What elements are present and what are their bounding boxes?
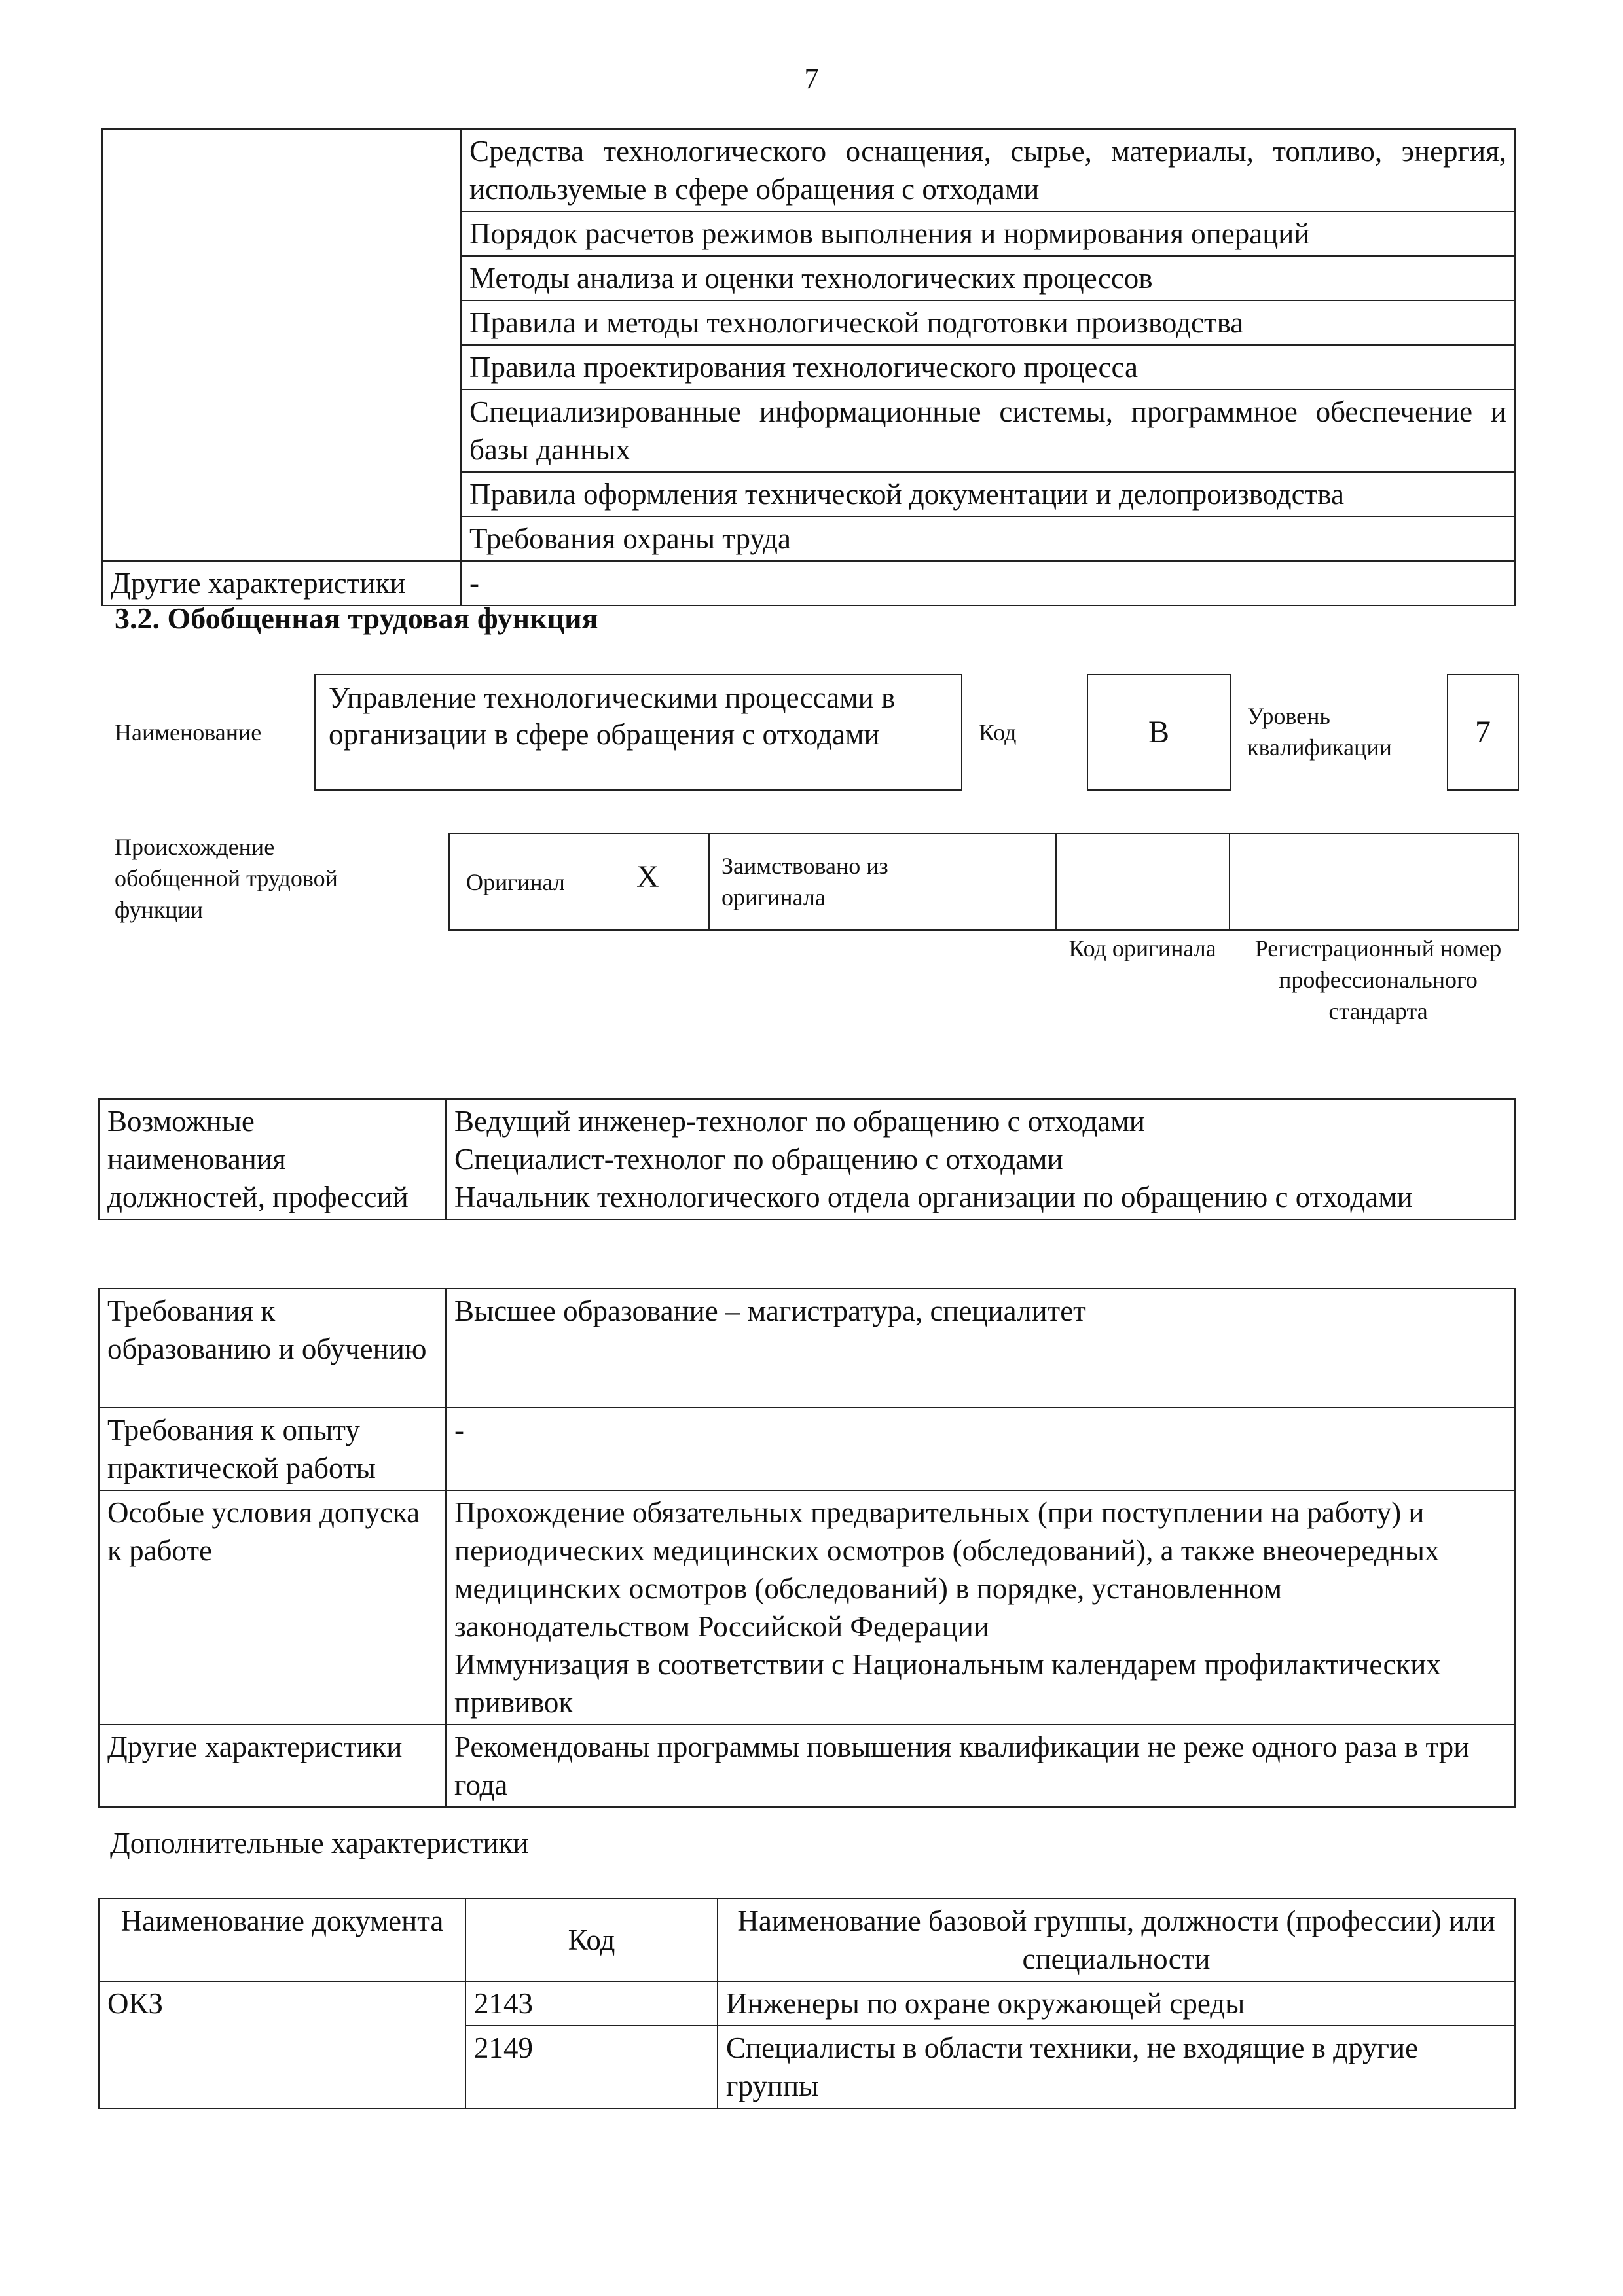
code-caption: Код оригинала — [1068, 935, 1216, 961]
name-cell: Инженеры по охране окружающей среды — [718, 1981, 1515, 2026]
knowledge-row: Правила проектирования технологического процесса — [461, 345, 1515, 389]
code-cell: 2143 — [465, 1981, 718, 2026]
code-value: B — [1148, 715, 1169, 749]
name-cell: Специалисты в области техники, не входящие в другие группы — [718, 2026, 1515, 2108]
section-heading: 3.2. Обобщенная трудовая функция — [115, 601, 598, 635]
requirement-value: Высшее образование – магистратура, специалитет — [446, 1289, 1515, 1408]
code-cell: 2149 — [465, 2026, 718, 2108]
requirements-table — [98, 1288, 1516, 1808]
header-doc: Наименование документа — [99, 1899, 465, 1981]
additional-table — [98, 1898, 1516, 2109]
knowledge-row: Правила оформления технической документации и делопроизводства — [461, 472, 1515, 516]
knowledge-row: Методы анализа и оценки технологических процессов — [461, 256, 1515, 300]
positions-table — [98, 1098, 1516, 1220]
requirement-value — [446, 1490, 1515, 1725]
positions-values — [446, 1099, 1515, 1219]
other-characteristics-value: - — [461, 561, 1515, 605]
position-item: Начальник технологического отдела организации по обращению с отходами — [454, 1181, 1413, 1213]
original-mark: X — [636, 859, 659, 894]
positions-label: Возможные наименования должностей, профессий — [99, 1099, 446, 1219]
additional-title: Дополнительные характеристики — [110, 1827, 529, 1859]
header-code: Код — [465, 1899, 718, 1981]
position-item: Специалист-технолог по обращению с отходами — [454, 1143, 1063, 1175]
requirement-value: - — [446, 1408, 1515, 1490]
doc-cell: ОКЗ — [99, 1981, 465, 2108]
other-characteristics-label: Другие характеристики — [102, 561, 461, 605]
knowledge-row: Средства технологического оснащения, сырье, материалы, топливо, энергия, используемые в сфере обращения с отходами — [461, 129, 1515, 211]
borrowed-label: Заимствовано из оригинала — [721, 853, 888, 910]
function-name: Управление технологическими процессами в организации в сфере обращения с отходами — [329, 681, 896, 751]
origin-label: Происхождение обобщенной трудовой функции — [115, 834, 338, 923]
code-label: Код — [979, 719, 1017, 745]
reg-caption: Регистрационный номер профессионального стандарта — [1254, 935, 1502, 1024]
requirement-item: Иммунизация в соответствии с Национальным календарем профилактических прививок — [454, 1648, 1441, 1719]
origin-divider — [708, 834, 710, 929]
code-box — [1087, 674, 1231, 791]
level-label: Уровень квалификации — [1247, 703, 1392, 761]
level-value: 7 — [1475, 715, 1491, 749]
origin-box — [448, 833, 1519, 931]
origin-divider — [1055, 834, 1057, 929]
level-box — [1447, 674, 1519, 791]
requirement-label: Требования к образованию и обучению — [99, 1289, 446, 1408]
knowledge-row: Порядок расчетов режимов выполнения и нормирования операций — [461, 211, 1515, 256]
requirement-label: Другие характеристики — [99, 1725, 446, 1807]
knowledge-table — [101, 128, 1516, 606]
page-number: 7 — [804, 63, 819, 95]
origin-divider — [1229, 834, 1230, 929]
knowledge-label-cell — [102, 129, 461, 561]
header-name: Наименование базовой группы, должности (профессии) или специальности — [718, 1899, 1515, 1981]
function-name-box — [314, 674, 962, 791]
requirement-item: Прохождение обязательных предварительных (при поступлении на работу) и периодических медицинских осмотров (обследований), а также внеочередных медицинских осмотров (обследований) в порядке, установленном законодательством Российской Федерации — [454, 1496, 1440, 1643]
requirement-label: Особые условия допуска к работе — [99, 1490, 446, 1725]
knowledge-row: Требования охраны труда — [461, 516, 1515, 561]
name-label: Наименование — [115, 719, 262, 745]
position-item: Ведущий инженер-технолог по обращению с отходами — [454, 1105, 1145, 1138]
knowledge-row: Правила и методы технологической подготовки производства — [461, 300, 1515, 345]
knowledge-row: Специализированные информационные системы, программное обеспечение и базы данных — [461, 389, 1515, 472]
requirement-value: Рекомендованы программы повышения квалификации не реже одного раза в три года — [446, 1725, 1515, 1807]
requirement-label: Требования к опыту практической работы — [99, 1408, 446, 1490]
original-label: Оригинал — [466, 869, 565, 895]
